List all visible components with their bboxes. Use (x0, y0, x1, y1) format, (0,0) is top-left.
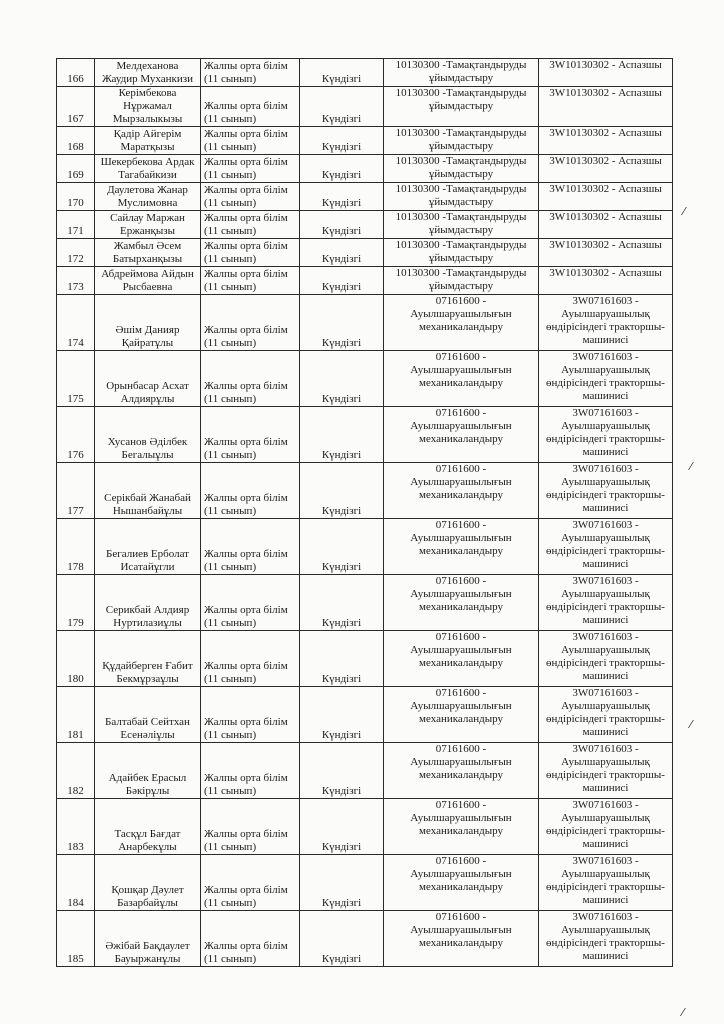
row-number: 168 (67, 141, 84, 153)
row-number: 181 (67, 729, 84, 741)
education-level-cell (201, 687, 300, 743)
specialty-cell (384, 911, 539, 967)
table-row (57, 855, 673, 911)
specialty-cell (384, 855, 539, 911)
row-number-cell (57, 87, 95, 127)
specialty: 07161600 - Ауылшаруашылығын механикаландыру (410, 799, 512, 837)
student-name: Серикбай Алдияр Нуртилазиұлы (105, 604, 190, 629)
row-number: 184 (67, 897, 84, 909)
row-number: 175 (67, 393, 84, 405)
student-name: Абдреймова Айдын Рысбаевна (101, 268, 194, 293)
student-name-cell (95, 575, 201, 631)
row-number-cell (57, 687, 95, 743)
qualification: 3W10130302 - Аспазшы (549, 155, 662, 167)
study-form-cell (300, 87, 384, 127)
table-row (57, 239, 673, 267)
qualification: 3W07161603 - Ауылшаруашылық өндірісіндегі тракторшы-машинисі (546, 855, 665, 906)
education-level: Жалпы орта білім (11 сынып) (204, 884, 288, 909)
specialty-cell (384, 59, 539, 87)
row-number-cell (57, 631, 95, 687)
row-number: 182 (67, 785, 84, 797)
qualification-cell (539, 183, 673, 211)
study-form: Күндізгі (321, 169, 362, 181)
qualification-cell (539, 687, 673, 743)
specialty-cell (384, 799, 539, 855)
student-name-cell (95, 407, 201, 463)
row-number-cell (57, 211, 95, 239)
specialty: 07161600 - Ауылшаруашылығын механикаландыру (410, 575, 512, 613)
education-level: Жалпы орта білім (11 сынып) (204, 604, 288, 629)
margin-mark: ⁄ (690, 460, 692, 473)
row-number: 171 (67, 225, 84, 237)
table-row (57, 351, 673, 407)
specialty: 10130300 -Тамақтандыруды ұйымдастыру (395, 267, 527, 292)
study-form: Күндізгі (321, 617, 362, 629)
study-form-cell (300, 463, 384, 519)
education-level: Жалпы орта білім (11 сынып) (204, 828, 288, 853)
education-level: Жалпы орта білім (11 сынып) (204, 772, 288, 797)
specialty: 07161600 - Ауылшаруашылығын механикаландыру (410, 351, 512, 389)
student-name: Мелдеханова Жаудир Муханкизи (101, 60, 194, 85)
education-level-cell (201, 87, 300, 127)
specialty-cell (384, 687, 539, 743)
education-level: Жалпы орта білім (11 сынып) (204, 380, 288, 405)
table-row (57, 911, 673, 967)
specialty-cell (384, 631, 539, 687)
study-form-cell (300, 631, 384, 687)
qualification: 3W10130302 - Аспазшы (549, 183, 662, 195)
row-number: 176 (67, 449, 84, 461)
study-form-cell (300, 407, 384, 463)
study-form: Күндізгі (321, 197, 362, 209)
study-form-cell (300, 575, 384, 631)
specialty-cell (384, 407, 539, 463)
student-name: Орынбасар Асхат Алдиярұлы (106, 380, 189, 405)
table-row (57, 155, 673, 183)
student-name: Адайбек Ерасыл Бәкірұлы (108, 772, 187, 797)
study-form-cell (300, 295, 384, 351)
qualification: 3W07161603 - Ауылшаруашылық өндірісіндегі тракторшы-машинисі (546, 463, 665, 514)
education-level: Жалпы орта білім (11 сынып) (204, 716, 288, 741)
table-row (57, 267, 673, 295)
qualification: 3W07161603 - Ауылшаруашылық өндірісіндегі тракторшы-машинисі (546, 911, 665, 962)
specialty: 10130300 -Тамақтандыруды ұйымдастыру (395, 127, 527, 152)
study-form: Күндізгі (321, 841, 362, 853)
qualification: 3W10130302 - Аспазшы (549, 239, 662, 251)
education-level: Жалпы орта білім (11 сынып) (204, 436, 288, 461)
student-name-cell (95, 799, 201, 855)
specialty: 07161600 - Ауылшаруашылығын механикаландыру (410, 687, 512, 725)
student-name-cell (95, 211, 201, 239)
row-number: 180 (67, 673, 84, 685)
study-form-cell (300, 239, 384, 267)
row-number: 169 (67, 169, 84, 181)
specialty-cell (384, 127, 539, 155)
education-level-cell (201, 267, 300, 295)
specialty: 07161600 - Ауылшаруашылығын механикаландыру (410, 295, 512, 333)
student-name-cell (95, 351, 201, 407)
student-name: Бегалиев Ерболат Исатайұгли (106, 548, 189, 573)
row-number-cell (57, 127, 95, 155)
student-name-cell (95, 519, 201, 575)
study-form: Күндізгі (321, 73, 362, 85)
study-form: Күндізгі (321, 253, 362, 265)
student-name-cell (95, 687, 201, 743)
education-level-cell (201, 127, 300, 155)
qualification-cell (539, 295, 673, 351)
study-form: Күндізгі (321, 505, 362, 517)
education-level: Жалпы орта білім (11 сынып) (204, 60, 288, 85)
table-body (57, 59, 673, 967)
specialty-cell (384, 267, 539, 295)
education-level: Жалпы орта білім (11 сынып) (204, 548, 288, 573)
row-number: 178 (67, 561, 84, 573)
table-row (57, 631, 673, 687)
row-number-cell (57, 351, 95, 407)
student-name: Серікбай Жанабай Нышанбайұлы (104, 492, 191, 517)
qualification-cell (539, 799, 673, 855)
specialty-cell (384, 519, 539, 575)
student-name-cell (95, 127, 201, 155)
table-row (57, 211, 673, 239)
education-level: Жалпы орта білім (11 сынып) (204, 212, 288, 237)
qualification-cell (539, 519, 673, 575)
education-level: Жалпы орта білім (11 сынып) (204, 128, 288, 153)
specialty-cell (384, 743, 539, 799)
qualification: 3W07161603 - Ауылшаруашылық өндірісіндегі тракторшы-машинисі (546, 743, 665, 794)
student-name-cell (95, 183, 201, 211)
table-row (57, 87, 673, 127)
row-number-cell (57, 519, 95, 575)
student-name: Қошқар Дәулет Базарбайұлы (111, 884, 184, 909)
education-level: Жалпы орта білім (11 сынып) (204, 100, 288, 125)
qualification: 3W07161603 - Ауылшаруашылық өндірісіндегі тракторшы-машинисі (546, 799, 665, 850)
student-name-cell (95, 239, 201, 267)
qualification-cell (539, 911, 673, 967)
education-level-cell (201, 519, 300, 575)
specialty-cell (384, 155, 539, 183)
education-level: Жалпы орта білім (11 сынып) (204, 268, 288, 293)
row-number-cell (57, 183, 95, 211)
qualification-cell (539, 127, 673, 155)
row-number: 183 (67, 841, 84, 853)
qualification: 3W10130302 - Аспазшы (549, 267, 662, 279)
study-form: Күндізгі (321, 337, 362, 349)
qualification: 3W07161603 - Ауылшаруашылық өндірісіндегі тракторшы-машинисі (546, 575, 665, 626)
specialty: 10130300 -Тамақтандыруды ұйымдастыру (395, 239, 527, 264)
student-name-cell (95, 295, 201, 351)
study-form: Күндізгі (321, 281, 362, 293)
study-form: Күндізгі (321, 897, 362, 909)
qualification: 3W10130302 - Аспазшы (549, 59, 662, 71)
qualification-cell (539, 407, 673, 463)
row-number: 173 (67, 281, 84, 293)
row-number: 170 (67, 197, 84, 209)
education-level-cell (201, 295, 300, 351)
qualification-cell (539, 463, 673, 519)
study-form: Күндізгі (321, 561, 362, 573)
study-form-cell (300, 799, 384, 855)
specialty: 07161600 - Ауылшаруашылығын механикаландыру (410, 911, 512, 949)
student-name: Даулетова Жанар Муслимовна (107, 184, 188, 209)
row-number-cell (57, 407, 95, 463)
qualification-cell (539, 239, 673, 267)
qualification: 3W10130302 - Аспазшы (549, 87, 662, 99)
study-form-cell (300, 211, 384, 239)
student-name-cell (95, 463, 201, 519)
row-number-cell (57, 59, 95, 87)
student-name: Әжібай Бақдаулет Бауыржанұлы (105, 940, 190, 965)
students-table (56, 58, 673, 967)
study-form: Күндізгі (321, 729, 362, 741)
specialty: 07161600 - Ауылшаруашылығын механикаландыру (410, 855, 512, 893)
education-level: Жалпы орта білім (11 сынып) (204, 184, 288, 209)
student-name: Шекербекова Ардак Тагабайкизи (100, 156, 195, 181)
specialty: 10130300 -Тамақтандыруды ұйымдастыру (395, 59, 527, 84)
student-name: Тасқұл Бағдат Анарбекұлы (114, 828, 181, 853)
specialty: 07161600 - Ауылшаруашылығын механикаландыру (410, 407, 512, 445)
specialty-cell (384, 575, 539, 631)
specialty: 10130300 -Тамақтандыруды ұйымдастыру (395, 211, 527, 236)
row-number: 167 (67, 113, 84, 125)
qualification-cell (539, 743, 673, 799)
qualification-cell (539, 575, 673, 631)
table-row (57, 575, 673, 631)
student-name: Керімбекова Нұржамал Мырзалыкызы (112, 87, 183, 125)
study-form-cell (300, 155, 384, 183)
study-form-cell (300, 351, 384, 407)
study-form-cell (300, 687, 384, 743)
specialty: 10130300 -Тамақтандыруды ұйымдастыру (395, 183, 527, 208)
student-name: Сайлау Маржан Ержанқызы (110, 212, 185, 237)
specialty-cell (384, 239, 539, 267)
table-row (57, 295, 673, 351)
qualification-cell (539, 631, 673, 687)
specialty-cell (384, 463, 539, 519)
row-number-cell (57, 575, 95, 631)
student-name-cell (95, 855, 201, 911)
specialty-cell (384, 211, 539, 239)
qualification-cell (539, 351, 673, 407)
qualification-cell (539, 211, 673, 239)
study-form: Күндізгі (321, 141, 362, 153)
row-number: 174 (67, 337, 84, 349)
row-number-cell (57, 855, 95, 911)
study-form: Күндізгі (321, 673, 362, 685)
table-row (57, 59, 673, 87)
student-name: Құдайберген Ғабит Бекмұрзаұлы (102, 660, 193, 685)
margin-mark: ⁄ (682, 1006, 684, 1019)
student-name-cell (95, 155, 201, 183)
qualification-cell (539, 59, 673, 87)
specialty-cell (384, 295, 539, 351)
row-number-cell (57, 743, 95, 799)
study-form: Күндізгі (321, 225, 362, 237)
table-row (57, 799, 673, 855)
row-number-cell (57, 295, 95, 351)
education-level-cell (201, 407, 300, 463)
qualification: 3W07161603 - Ауылшаруашылық өндірісіндегі тракторшы-машинисі (546, 519, 665, 570)
row-number: 166 (67, 73, 84, 85)
education-level-cell (201, 631, 300, 687)
education-level: Жалпы орта білім (11 сынып) (204, 156, 288, 181)
row-number-cell (57, 267, 95, 295)
qualification: 3W07161603 - Ауылшаруашылық өндірісіндегі тракторшы-машинисі (546, 631, 665, 682)
student-name: Балтабай Сейтхан Есенәліұлы (105, 716, 190, 741)
education-level-cell (201, 855, 300, 911)
study-form: Күндізгі (321, 393, 362, 405)
specialty: 07161600 - Ауылшаруашылығын механикаландыру (410, 743, 512, 781)
study-form-cell (300, 59, 384, 87)
education-level-cell (201, 911, 300, 967)
study-form: Күндізгі (321, 449, 362, 461)
table-row (57, 519, 673, 575)
student-name: Жамбыл Әсем Батырханқызы (112, 240, 183, 265)
table-row (57, 743, 673, 799)
education-level-cell (201, 575, 300, 631)
education-level-cell (201, 351, 300, 407)
row-number-cell (57, 463, 95, 519)
study-form-cell (300, 183, 384, 211)
table-row (57, 463, 673, 519)
study-form-cell (300, 267, 384, 295)
margin-mark: ⁄ (690, 718, 692, 731)
study-form-cell (300, 911, 384, 967)
study-form: Күндізгі (321, 113, 362, 125)
education-level-cell (201, 155, 300, 183)
row-number: 185 (67, 953, 84, 965)
row-number-cell (57, 239, 95, 267)
row-number-cell (57, 155, 95, 183)
table-row (57, 407, 673, 463)
margin-mark: ⁄ (683, 205, 685, 218)
qualification: 3W07161603 - Ауылшаруашылық өндірісіндегі тракторшы-машинисі (546, 295, 665, 346)
education-level: Жалпы орта білім (11 сынып) (204, 940, 288, 965)
student-name-cell (95, 267, 201, 295)
specialty-cell (384, 351, 539, 407)
qualification-cell (539, 155, 673, 183)
student-name: Қадір Айгерім Маратқызы (113, 128, 182, 153)
row-number: 179 (67, 617, 84, 629)
specialty: 07161600 - Ауылшаруашылығын механикаландыру (410, 463, 512, 501)
row-number-cell (57, 911, 95, 967)
study-form-cell (300, 519, 384, 575)
education-level: Жалпы орта білім (11 сынып) (204, 660, 288, 685)
education-level-cell (201, 59, 300, 87)
qualification-cell (539, 855, 673, 911)
row-number-cell (57, 799, 95, 855)
study-form-cell (300, 743, 384, 799)
qualification: 3W07161603 - Ауылшаруашылық өндірісіндегі тракторшы-машинисі (546, 407, 665, 458)
specialty: 07161600 - Ауылшаруашылығын механикаландыру (410, 519, 512, 557)
table-row (57, 183, 673, 211)
qualification: 3W07161603 - Ауылшаруашылық өндірісіндегі тракторшы-машинисі (546, 351, 665, 402)
study-form-cell (300, 855, 384, 911)
study-form-cell (300, 127, 384, 155)
specialty-cell (384, 183, 539, 211)
qualification: 3W10130302 - Аспазшы (549, 211, 662, 223)
education-level-cell (201, 463, 300, 519)
qualification-cell (539, 87, 673, 127)
study-form: Күндізгі (321, 785, 362, 797)
qualification: 3W10130302 - Аспазшы (549, 127, 662, 139)
student-name-cell (95, 87, 201, 127)
row-number: 177 (67, 505, 84, 517)
student-name-cell (95, 59, 201, 87)
student-name-cell (95, 743, 201, 799)
student-name-cell (95, 911, 201, 967)
student-name-cell (95, 631, 201, 687)
table-row (57, 127, 673, 155)
education-level-cell (201, 799, 300, 855)
education-level: Жалпы орта білім (11 сынып) (204, 492, 288, 517)
qualification: 3W07161603 - Ауылшаруашылық өндірісіндегі тракторшы-машинисі (546, 687, 665, 738)
education-level-cell (201, 743, 300, 799)
education-level-cell (201, 183, 300, 211)
qualification-cell (539, 267, 673, 295)
row-number: 172 (67, 253, 84, 265)
education-level-cell (201, 211, 300, 239)
education-level: Жалпы орта білім (11 сынып) (204, 324, 288, 349)
study-form: Күндізгі (321, 953, 362, 965)
table-row (57, 687, 673, 743)
student-name: Хусанов Әділбек Бегалыұлы (107, 436, 188, 461)
specialty: 07161600 - Ауылшаруашылығын механикаландыру (410, 631, 512, 669)
specialty-cell (384, 87, 539, 127)
student-name: Әшім Данияр Қайратұлы (115, 324, 180, 349)
education-level: Жалпы орта білім (11 сынып) (204, 240, 288, 265)
education-level-cell (201, 239, 300, 267)
specialty: 10130300 -Тамақтандыруды ұйымдастыру (395, 87, 527, 112)
specialty: 10130300 -Тамақтандыруды ұйымдастыру (395, 155, 527, 180)
